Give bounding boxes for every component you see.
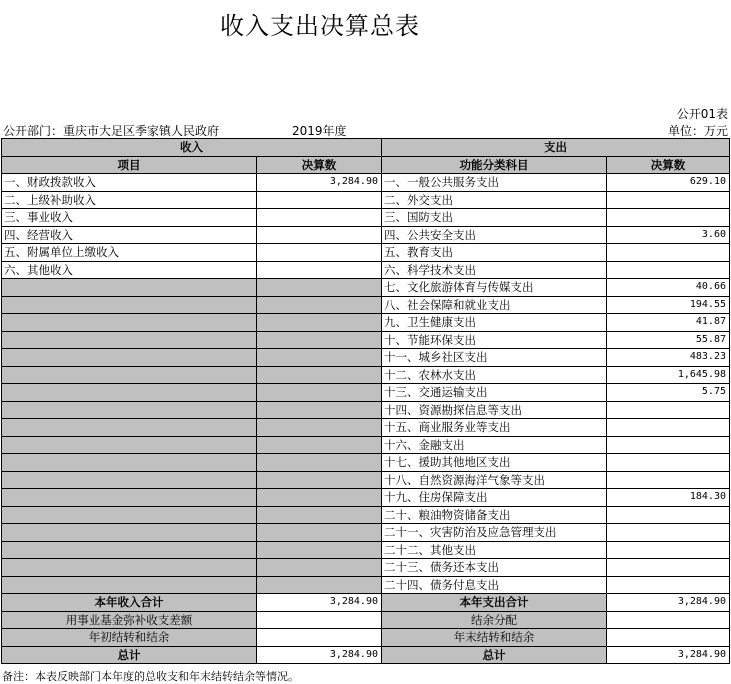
summary-row [2, 646, 730, 664]
expense-item-label: 二十三、债务还本支出 [382, 559, 607, 577]
income-item-value [257, 576, 382, 594]
expense-item-value [607, 454, 730, 472]
summary-row [2, 611, 730, 629]
expense-item-label: 四、公共安全支出 [382, 226, 607, 244]
expense-item-value: 194.55 [607, 296, 730, 314]
budget-table [1, 138, 730, 664]
expense-item-label: 一、一般公共服务支出 [382, 174, 607, 192]
unit-label: 单位：万元 [667, 124, 728, 138]
income-item-label [2, 524, 257, 542]
income-item-label [2, 576, 257, 594]
table-row [2, 366, 730, 384]
expense-item-label: 十三、交通运输支出 [382, 384, 607, 402]
income-item-label [2, 506, 257, 524]
income-item-value [257, 489, 382, 507]
fiscal-year: 2019年度 [292, 124, 347, 138]
income-item-label: 二、上级补助收入 [2, 191, 257, 209]
income-item-value [257, 244, 382, 262]
expense-total-label: 本年支出合计 [382, 594, 607, 612]
income-total-label: 本年收入合计 [2, 594, 257, 612]
table-row [2, 419, 730, 437]
expense-item-label: 二、外交支出 [382, 191, 607, 209]
income-item-label [2, 436, 257, 454]
expense-item-label: 二十、粮油物资储备支出 [382, 506, 607, 524]
income-item-value [257, 314, 382, 332]
expense-item-value [607, 244, 730, 262]
expense-item-value: 5.75 [607, 384, 730, 402]
expense-item-label: 十七、援助其他地区支出 [382, 454, 607, 472]
expense-item-value: 184.30 [607, 489, 730, 507]
income-item-label [2, 384, 257, 402]
income-total-value: 3,284.90 [257, 594, 382, 612]
expense-item-value [607, 401, 730, 419]
income-item-value: 3,284.90 [257, 174, 382, 192]
income-item-label [2, 296, 257, 314]
income-item-label: 四、经营收入 [2, 226, 257, 244]
income-item-label [2, 314, 257, 332]
income-item-label: 三、事业收入 [2, 209, 257, 227]
expense-item-value [607, 261, 730, 279]
table-row [2, 314, 730, 332]
expense-item-value [607, 576, 730, 594]
table-row [2, 349, 730, 367]
income-item-label [2, 349, 257, 367]
table-row [2, 279, 730, 297]
expense-item-label: 十九、住房保障支出 [382, 489, 607, 507]
begin-balance-value [257, 629, 382, 647]
expense-item-label: 二十二、其他支出 [382, 541, 607, 559]
expense-item-value [607, 506, 730, 524]
table-row [2, 454, 730, 472]
income-item-value [257, 384, 382, 402]
income-item-label [2, 331, 257, 349]
expense-item-value: 55.87 [607, 331, 730, 349]
item-column-header: 项目 [2, 156, 257, 174]
table-row [2, 489, 730, 507]
table-row [2, 436, 730, 454]
income-item-value [257, 331, 382, 349]
income-item-value [257, 436, 382, 454]
table-row [2, 576, 730, 594]
income-item-label [2, 401, 257, 419]
income-item-value [257, 279, 382, 297]
income-item-label: 五、附属单位上缴收入 [2, 244, 257, 262]
department-label: 公开部门：重庆市大足区季家镇人民政府 [3, 124, 220, 138]
income-item-value [257, 524, 382, 542]
table-row [2, 226, 730, 244]
footnote: 备注：本表反映部门本年度的总收支和年末结转结余等情况。 [2, 670, 299, 683]
table-row [2, 384, 730, 402]
income-item-label [2, 471, 257, 489]
expense-item-value [607, 191, 730, 209]
income-item-label: 六、其他收入 [2, 261, 257, 279]
table-row [2, 209, 730, 227]
expense-item-value [607, 524, 730, 542]
expense-item-value: 1,645.98 [607, 366, 730, 384]
table-row [2, 506, 730, 524]
income-item-label [2, 559, 257, 577]
income-header: 收入 [2, 139, 382, 157]
expense-item-value: 629.10 [607, 174, 730, 192]
expense-item-label: 十八、自然资源海洋气象等支出 [382, 471, 607, 489]
expense-total-value: 3,284.90 [607, 594, 730, 612]
income-item-value [257, 419, 382, 437]
expense-item-label: 十、节能环保支出 [382, 331, 607, 349]
income-item-label [2, 489, 257, 507]
amount-column-header: 决算数 [257, 156, 382, 174]
expense-header: 支出 [382, 139, 730, 157]
income-item-value [257, 454, 382, 472]
income-item-label [2, 419, 257, 437]
income-item-value [257, 349, 382, 367]
income-item-value [257, 261, 382, 279]
expense-item-label: 十四、资源勘探信息等支出 [382, 401, 607, 419]
income-item-value [257, 471, 382, 489]
amount2-column-header: 决算数 [607, 156, 730, 174]
expense-item-value: 3.60 [607, 226, 730, 244]
expense-item-label: 十二、农林水支出 [382, 366, 607, 384]
fund-gap-value [257, 611, 382, 629]
report-title: 收入支出决算总表 [220, 12, 420, 40]
expense-item-value [607, 541, 730, 559]
expense-item-label: 七、文化旅游体育与传媒支出 [382, 279, 607, 297]
income-item-label [2, 454, 257, 472]
begin-balance-label: 年初结转和结余 [2, 629, 257, 647]
table-row [2, 401, 730, 419]
expense-item-value: 40.66 [607, 279, 730, 297]
table-row [2, 296, 730, 314]
summary-row [2, 594, 730, 612]
table-row [2, 471, 730, 489]
expense-item-label: 九、卫生健康支出 [382, 314, 607, 332]
form-code: 公开01表 [676, 107, 728, 121]
expense-item-value [607, 419, 730, 437]
table-row [2, 191, 730, 209]
income-item-value [257, 559, 382, 577]
expense-item-value: 41.87 [607, 314, 730, 332]
table-row [2, 261, 730, 279]
income-item-label [2, 279, 257, 297]
fund-gap-label: 用事业基金弥补收支差额 [2, 611, 257, 629]
table-row [2, 331, 730, 349]
income-item-value [257, 506, 382, 524]
expense-item-value [607, 471, 730, 489]
income-item-value [257, 401, 382, 419]
table-row [2, 541, 730, 559]
expense-item-label: 八、社会保障和就业支出 [382, 296, 607, 314]
table-row [2, 174, 730, 192]
income-item-value [257, 191, 382, 209]
income-item-label: 一、财政拨款收入 [2, 174, 257, 192]
income-item-value [257, 296, 382, 314]
income-item-value [257, 226, 382, 244]
expense-item-value [607, 559, 730, 577]
table-row [2, 559, 730, 577]
expense-item-value [607, 209, 730, 227]
expense-item-label: 五、教育支出 [382, 244, 607, 262]
table-row [2, 244, 730, 262]
expense-item-value [607, 436, 730, 454]
income-item-label [2, 541, 257, 559]
expense-item-label: 三、国防支出 [382, 209, 607, 227]
summary-row [2, 629, 730, 647]
expense-item-label: 十五、商业服务业等支出 [382, 419, 607, 437]
expense-item-label: 二十一、灾害防治及应急管理支出 [382, 524, 607, 542]
expense-item-label: 十一、城乡社区支出 [382, 349, 607, 367]
income-item-value [257, 209, 382, 227]
income-item-value [257, 541, 382, 559]
surplus-dist-label: 结余分配 [382, 611, 607, 629]
grand-total-right: 3,284.90 [607, 646, 730, 664]
expense-item-label: 十六、金融支出 [382, 436, 607, 454]
expense-item-label: 六、科学技术支出 [382, 261, 607, 279]
income-item-value [257, 366, 382, 384]
expense-item-label: 二十四、债务付息支出 [382, 576, 607, 594]
expense-item-value: 483.23 [607, 349, 730, 367]
grand-total-label-left: 总计 [2, 646, 257, 664]
grand-total-left: 3,284.90 [257, 646, 382, 664]
surplus-dist-value [607, 611, 730, 629]
category-column-header: 功能分类科目 [382, 156, 607, 174]
table-row [2, 524, 730, 542]
end-balance-value [607, 629, 730, 647]
income-item-label [2, 366, 257, 384]
end-balance-label: 年末结转和结余 [382, 629, 607, 647]
grand-total-label-right: 总计 [382, 646, 607, 664]
